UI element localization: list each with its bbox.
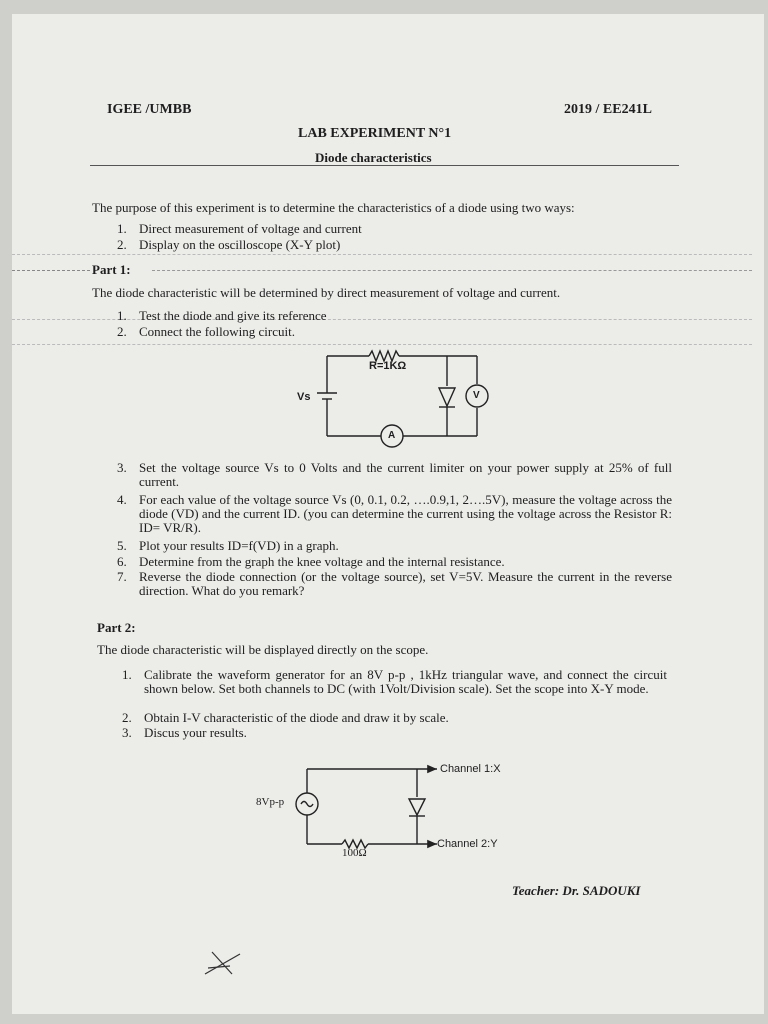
- part2-heading: Part 2:: [97, 620, 136, 635]
- list-text: Calibrate the waveform generator for an 8V p-p , 1kHz triangular wave, and connect the circuit shown below. Set both channels to DC (with 1Volt/Division scale). Set the scope into X-Y mode.: [144, 667, 667, 696]
- voltmeter-label: V: [473, 390, 480, 401]
- ammeter-label: A: [388, 430, 396, 441]
- source-label: Vs: [297, 391, 311, 403]
- list-item: [117, 461, 672, 489]
- list-number: 1.: [117, 308, 127, 323]
- list-text: Connect the following circuit.: [139, 324, 295, 339]
- list-text: Set the voltage source Vs to 0 Volts and the current limiter on your power supply at 25% of full current.: [139, 460, 672, 489]
- list-number: 3.: [122, 725, 132, 740]
- resistor-label: 100Ω: [342, 847, 367, 859]
- part2-description: The diode characteristic will be displayed directly on the scope.: [97, 642, 429, 657]
- generator-label: 8Vp-p: [256, 796, 285, 808]
- channel2-label: Channel 2:Y: [437, 838, 498, 850]
- list-text: Plot your results ID=f(VD) in a graph.: [139, 538, 339, 553]
- course-code-label: 2019 / EE241L: [564, 102, 652, 117]
- list-text: Discus your results.: [144, 725, 247, 740]
- list-text: Direct measurement of voltage and current: [139, 221, 362, 236]
- list-text: Display on the oscilloscope (X-Y plot): [139, 237, 341, 252]
- list-number: 4.: [117, 492, 127, 507]
- list-number: 6.: [117, 554, 127, 569]
- list-number: 1.: [122, 667, 132, 682]
- list-number: 1.: [117, 221, 127, 236]
- list-item: [117, 238, 677, 252]
- list-item: [117, 309, 677, 323]
- list-item: [122, 668, 667, 710]
- handwritten-mark: [200, 944, 245, 979]
- list-item: [122, 726, 667, 740]
- list-item: [117, 222, 677, 236]
- list-text: Determine from the graph the knee voltage and the internal resistance.: [139, 554, 505, 569]
- channel1-label: Channel 1:X: [440, 763, 501, 775]
- part1-rule-left: [12, 270, 90, 271]
- list-number: 2.: [117, 324, 127, 339]
- teacher-signature-line: Teacher: Dr. SADOUKI: [512, 883, 641, 898]
- part1-heading: Part 1:: [92, 262, 131, 277]
- list-number: 7.: [117, 569, 127, 584]
- oscilloscope-circuit: [292, 759, 442, 854]
- list-number: 3.: [117, 460, 127, 475]
- list-text: Test the diode and give its reference: [139, 308, 327, 323]
- list-text: Obtain I-V characteristic of the diode and draw it by scale.: [144, 710, 449, 725]
- list-number: 2.: [117, 237, 127, 252]
- document-subtitle: Diode characteristics: [315, 150, 432, 165]
- document-page: [12, 14, 764, 1014]
- list-item: [122, 711, 667, 725]
- list-number: 2.: [122, 710, 132, 725]
- list-item: [117, 493, 672, 535]
- header-divider: [90, 165, 679, 166]
- list-item: [117, 570, 672, 598]
- part1-description: The diode characteristic will be determined by direct measurement of voltage and current.: [92, 285, 561, 300]
- purpose-text: The purpose of this experiment is to determine the characteristics of a diode using two ways:: [92, 200, 575, 215]
- institution-label: IGEE /UMBB: [107, 102, 192, 117]
- list-number: 5.: [117, 538, 127, 553]
- list-text: For each value of the voltage source Vs (0, 0.1, 0.2, ….0.9,1, 2….5V), measure the voltage across the diode (VD) and the current ID. (you can determine the current using the voltage across the Resistor R: ID= VR/R).: [139, 492, 672, 535]
- list-item: [117, 555, 672, 569]
- list-item: [117, 325, 677, 339]
- part1-rule-right: [152, 270, 752, 271]
- resistor-label: R=1KΩ: [369, 360, 407, 372]
- list-item: [117, 539, 672, 553]
- document-title: LAB EXPERIMENT N°1: [298, 126, 452, 141]
- list-text: Reverse the diode connection (or the voltage source), set V=5V. Measure the current in the reverse direction. What do you remark?: [139, 569, 672, 598]
